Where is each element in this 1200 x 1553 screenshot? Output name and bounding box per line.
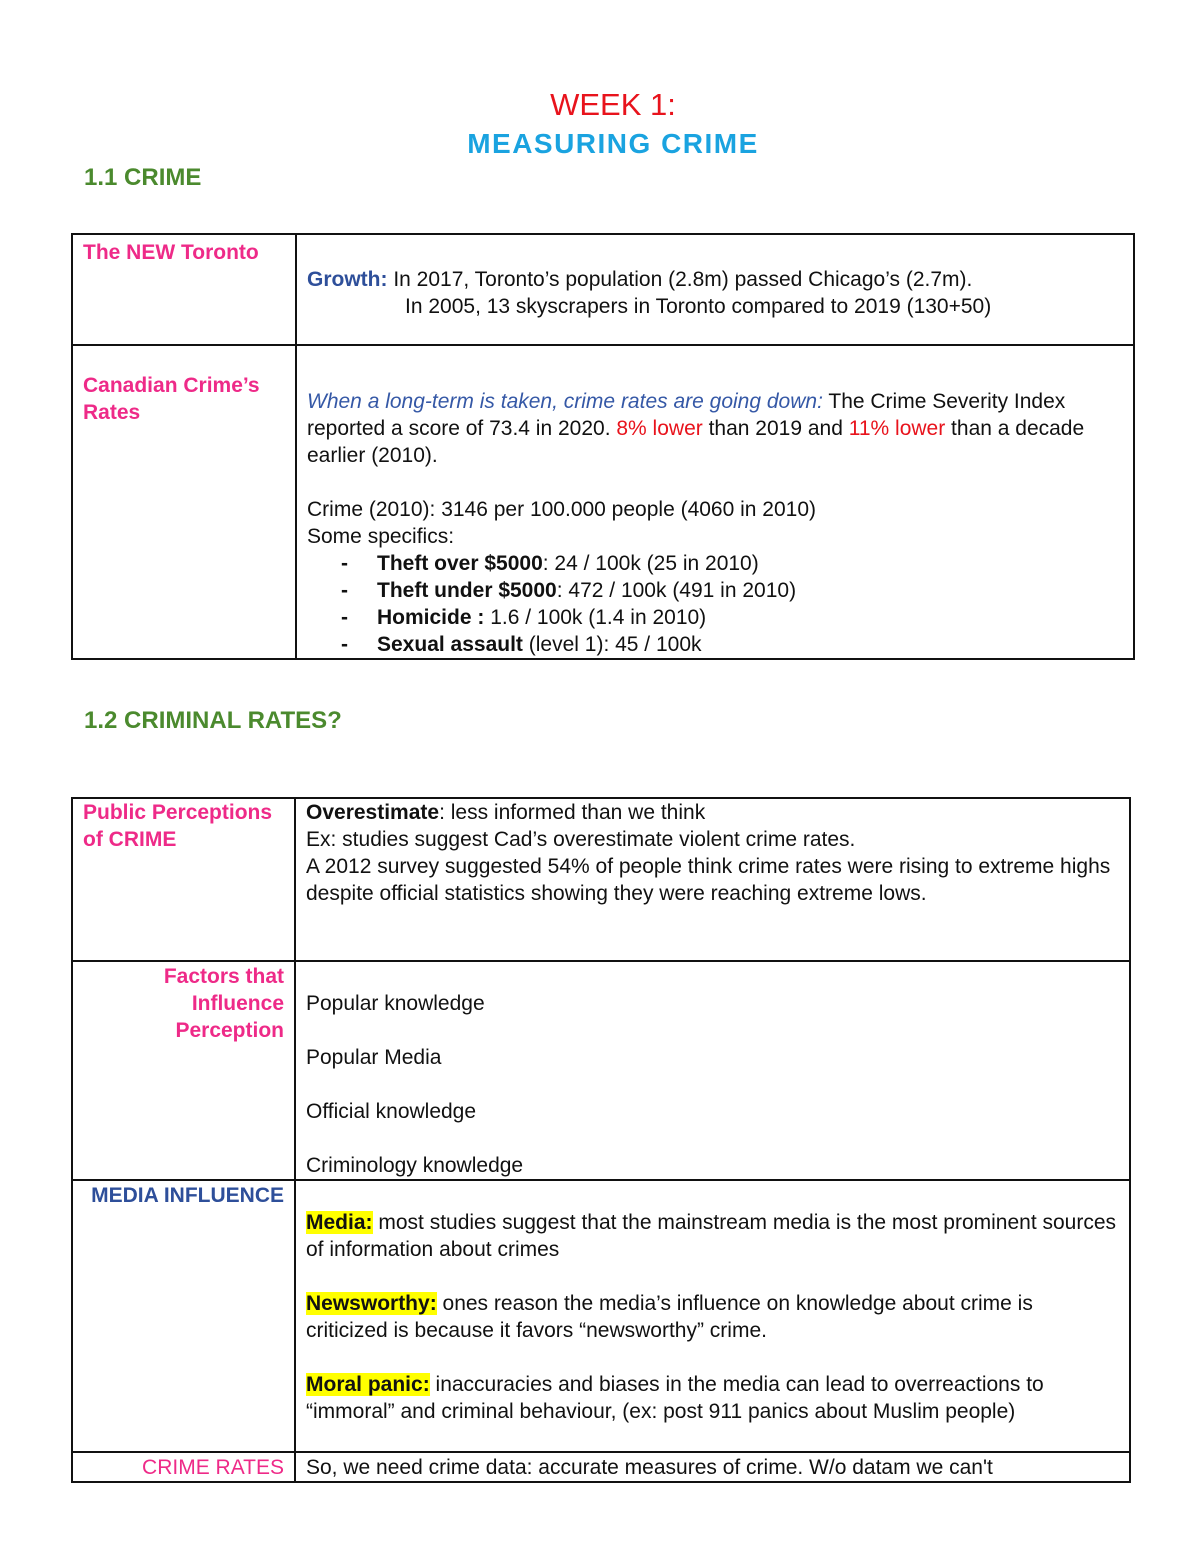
row-content-cell bbox=[295, 798, 1130, 961]
list-item: - Theft under $5000: 472 / 100k (491 in 2010) bbox=[341, 577, 1123, 604]
row-label-cell bbox=[72, 345, 296, 659]
percent-lower-2019: 8% lower bbox=[616, 417, 703, 440]
severity-text: than 2019 and bbox=[702, 417, 849, 440]
growth-text-1: In 2017, Toronto’s population (2.8m) passed Chicago’s (2.7m). bbox=[387, 268, 973, 291]
table-row bbox=[72, 234, 1134, 345]
row-label-public-perceptions: Public Perceptions of CRIME bbox=[83, 801, 273, 851]
row-content-cell bbox=[296, 345, 1134, 659]
growth-text-2: In 2005, 13 skyscrapers in Toronto compared to 2019 (130+50) bbox=[405, 295, 992, 318]
factor-item: Official knowledge bbox=[306, 1100, 477, 1123]
crime-rate-line: Crime (2010): 3146 per 100.000 people (4060 in 2010) bbox=[307, 498, 817, 521]
topic-title: MEASURING CRIME bbox=[467, 128, 759, 159]
row-label-canadian-rates: Canadian Crime’s Rates bbox=[83, 374, 260, 424]
percent-lower-2010: 11% lower bbox=[848, 417, 946, 440]
week-title: WEEK 1: bbox=[550, 87, 676, 122]
row-label-cell bbox=[72, 234, 296, 345]
specifics-label: Some specifics: bbox=[307, 525, 455, 548]
row-label-factors: Factors that Influence Perception bbox=[163, 965, 284, 1042]
overestimate-text: : less informed than we think bbox=[439, 801, 706, 824]
trend-statement: When a long-term is taken, crime rates are going down: bbox=[307, 390, 823, 413]
factor-item: Popular knowledge bbox=[306, 992, 485, 1015]
table-row bbox=[72, 1452, 1130, 1482]
list-item: - Sexual assault (level 1): 45 / 100k bbox=[341, 631, 1123, 658]
specifics-list bbox=[307, 550, 1123, 658]
row-content-cell bbox=[295, 1180, 1130, 1452]
row-label-crime-rates: CRIME RATES bbox=[142, 1456, 284, 1479]
newsworthy-entry: Newsworthy: ones reason the media’s influence on knowledge about crime is criticized is because it favors “newsworthy” crime. bbox=[306, 1292, 1033, 1342]
row-label-cell bbox=[72, 961, 295, 1180]
highlight-term: Newsworthy: bbox=[306, 1292, 437, 1315]
row-label-cell bbox=[72, 1452, 295, 1482]
factor-item: Criminology knowledge bbox=[306, 1154, 524, 1177]
table-row bbox=[72, 345, 1134, 659]
list-item: - Homicide : 1.6 / 100k (1.4 in 2010) bbox=[341, 604, 1123, 631]
growth-label: Growth: bbox=[307, 268, 388, 291]
row-content-cell bbox=[295, 1452, 1130, 1482]
row-label-cell bbox=[72, 798, 295, 961]
section-heading-crime: 1.1 CRIME bbox=[84, 164, 202, 191]
overestimate-term: Overestimate bbox=[306, 801, 440, 824]
severity-text: than a decade earlier (2010). bbox=[307, 417, 1085, 467]
row-label-cell bbox=[72, 1180, 295, 1452]
criminal-rates-table bbox=[71, 797, 1131, 1483]
moral-panic-entry: Moral panic: inaccuracies and biases in the media can lead to overreactions to “immoral” and criminal behaviour, (ex: post 911 panics about Muslim people) bbox=[306, 1373, 1044, 1423]
list-item: - Theft over $5000: 24 / 100k (25 in 2010) bbox=[341, 550, 1123, 577]
severity-text: The Crime Severity Index reported a score of 73.4 in 2020. bbox=[307, 390, 1066, 440]
severity-paragraph bbox=[307, 388, 1123, 469]
highlight-term: Moral panic: bbox=[306, 1373, 430, 1396]
table-row bbox=[72, 1180, 1130, 1452]
factor-item: Popular Media bbox=[306, 1046, 442, 1069]
table-row bbox=[72, 798, 1130, 961]
row-content-cell bbox=[295, 961, 1130, 1180]
row-label-new-toronto: The NEW Toronto bbox=[83, 241, 259, 264]
media-entry: Media: most studies suggest that the mainstream media is the most prominent sources of information about crimes bbox=[306, 1211, 1117, 1261]
row-content-cell bbox=[296, 234, 1134, 345]
crime-data-text: So, we need crime data: accurate measures of crime. W/o datam we can't bbox=[306, 1456, 993, 1479]
table-row bbox=[72, 961, 1130, 1180]
highlight-term: Media: bbox=[306, 1211, 373, 1234]
perception-survey: A 2012 survey suggested 54% of people think crime rates were rising to extreme highs despite official statistics showing they were reaching extreme lows. bbox=[306, 855, 1111, 905]
perception-example: Ex: studies suggest Cad’s overestimate violent crime rates. bbox=[306, 828, 856, 851]
section-heading-criminal-rates: 1.2 CRIMINAL RATES? bbox=[84, 707, 342, 734]
crime-table bbox=[71, 233, 1135, 660]
row-label-media-influence: MEDIA INFLUENCE bbox=[91, 1184, 284, 1207]
